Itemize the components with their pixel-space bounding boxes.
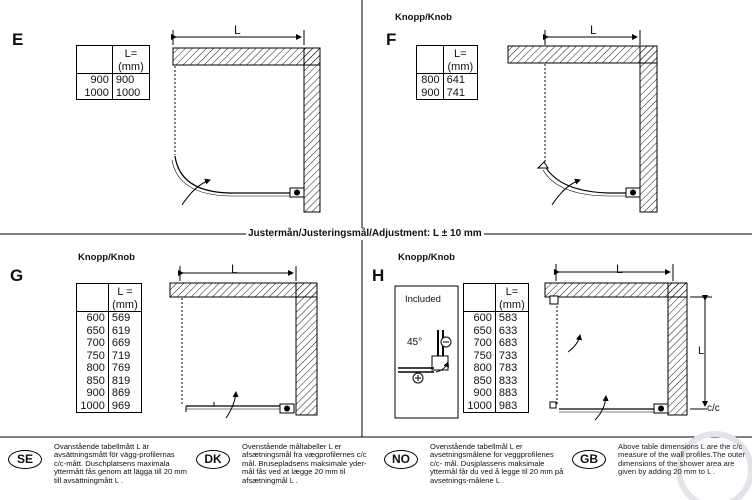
cell-l-value: 741: [443, 87, 477, 100]
cell-width: 1000: [80, 399, 105, 412]
table-row: [417, 74, 477, 87]
table-header-blank: [77, 284, 108, 312]
lang-text-dk: Ovenstående måltabeller L er afsætningsmål fra vægprofilernes c/c mål. Brusepladsens maksimale yder- mål fås ved at lægge 20 mm til afsætningmål L .: [242, 442, 367, 485]
cell-width: 1000: [467, 399, 492, 412]
table-row: [417, 87, 477, 100]
lang-text-gb: Above table dimensions L are the c/c measure of the wall profiles.The outer dimensions of the shower area are given by adding 20 mm to L .: [618, 442, 746, 477]
cell-width: 650: [86, 324, 105, 337]
dimension-table-g: [77, 284, 141, 412]
cell-width: 900: [421, 86, 440, 99]
panel-letter-e: E: [12, 30, 24, 49]
lang-badge-dk: DK: [196, 450, 230, 469]
cell-width: 850: [473, 374, 492, 387]
panel-letter-f: F: [386, 30, 397, 49]
table-row: [464, 387, 528, 400]
cell-l-value: 683: [495, 337, 528, 350]
cell-width: 750: [86, 349, 105, 362]
knob-label-g: Knopp/Knob: [78, 252, 135, 263]
included-detail: [395, 286, 458, 418]
cell-l-value: 719: [108, 350, 141, 363]
dim-label-h: L: [616, 262, 623, 276]
table-header-l: L= (mm): [495, 284, 528, 312]
cell-l-value: 641: [443, 74, 477, 87]
cell-width: 750: [473, 349, 492, 362]
table-row: [77, 387, 141, 400]
table-row: [464, 312, 528, 325]
lang-text-no: Ovenstående tabellmål L er avsetningsmålene for veggprofilenes c/c- mål. Dusjplassens maksimale yttermål får du ved å legge til 20 mm på avsetnings-målene L .: [430, 442, 564, 485]
table-row: [464, 325, 528, 338]
dim-label-e: L: [234, 23, 241, 37]
cell-l-value: 583: [495, 312, 528, 325]
table-header-l: L = (mm): [108, 284, 141, 312]
table-row: [77, 87, 149, 100]
cell-l-value: 569: [108, 312, 141, 325]
table-row: [77, 400, 141, 413]
cell-l-value: 883: [495, 387, 528, 400]
table-row: [464, 400, 528, 413]
wall-top-e: [173, 48, 320, 65]
table-row: [77, 375, 141, 388]
cell-width: 800: [421, 74, 440, 86]
panel-g-drawing: [170, 266, 317, 418]
cell-width: 700: [86, 337, 105, 349]
lang-badge-se: SE: [8, 450, 42, 469]
cell-l-value: 1000: [112, 87, 149, 100]
cell-width: 700: [473, 337, 492, 349]
cell-width: 900: [90, 74, 109, 86]
cell-width: 600: [473, 312, 492, 324]
table-row: [77, 350, 141, 363]
table-e: [76, 45, 150, 100]
wall-right-f: [640, 46, 657, 212]
table-header-l: L= (mm): [443, 46, 477, 74]
cell-width: 600: [86, 312, 105, 324]
cell-l-value: 983: [495, 400, 528, 413]
lang-badge-no: NO: [384, 450, 418, 469]
table-row: [77, 74, 149, 87]
cell-width: 900: [473, 387, 492, 399]
table-row: [77, 362, 141, 375]
adjustment-label: Justermån/Justeringsmål/Adjustment: L ± 10 mm: [248, 228, 482, 239]
panel-f-drawing: [508, 30, 657, 212]
wall-top-h: [545, 283, 687, 297]
dim-label-g: L: [231, 262, 238, 276]
cell-l-value: 969: [108, 400, 141, 413]
table-row: [464, 350, 528, 363]
dimension-table-f: [417, 46, 477, 99]
angle-label: 45°: [407, 337, 423, 348]
cell-l-value: 819: [108, 375, 141, 388]
table-header-blank: [417, 46, 443, 74]
table-header-l: L= (mm): [112, 46, 149, 74]
table-row: [464, 337, 528, 350]
cell-l-value: 669: [108, 337, 141, 350]
dimension-table-h: [464, 284, 528, 412]
panel-h-drawing: [545, 264, 712, 420]
cell-l-value: 833: [495, 375, 528, 388]
cell-width: 850: [86, 374, 105, 387]
door-arc-f: [545, 166, 628, 193]
table-row: [77, 337, 141, 350]
cell-l-value: 900: [112, 74, 149, 87]
cell-width: 800: [86, 362, 105, 374]
table-header-blank: [464, 284, 495, 312]
lang-text-se: Ovanstående tabellmått L är avsättningsmått för vägg-profilernas c/c-mått. Duschplatsens maximala yttermått fås genom att lägga till 20 mm till avsättningmått L .: [54, 442, 187, 485]
table-header-blank: [77, 46, 112, 74]
cell-l-value: 769: [108, 362, 141, 375]
table-f: [416, 45, 478, 100]
table-row: [77, 325, 141, 338]
side-label-h: L: [698, 345, 705, 357]
dimension-table-e: [77, 46, 149, 99]
cell-width: 1000: [84, 86, 109, 99]
table-row: [77, 312, 141, 325]
wall-right-e: [304, 48, 320, 212]
knob-label-h: Knopp/Knob: [398, 252, 455, 263]
table-row: [464, 362, 528, 375]
panel-letter-h: H: [372, 266, 385, 285]
cell-width: 800: [473, 362, 492, 374]
cell-l-value: 733: [495, 350, 528, 363]
wall-right-h: [668, 283, 687, 415]
panel-letter-g: G: [10, 266, 24, 285]
cell-l-value: 869: [108, 387, 141, 400]
panel-e-drawing: [172, 30, 320, 212]
wall-top-f: [508, 46, 657, 63]
table-h: [463, 283, 529, 413]
cc-label-h: c/c: [707, 403, 720, 414]
table-row: [464, 375, 528, 388]
cell-l-value: 633: [495, 325, 528, 338]
included-label: Included: [405, 294, 441, 305]
cell-width: 650: [473, 324, 492, 337]
wall-top-g: [170, 283, 317, 297]
knob-label-f: Knopp/Knob: [395, 12, 452, 23]
dim-label-f: L: [590, 23, 597, 37]
wall-right-g: [296, 283, 317, 415]
cell-width: 900: [86, 387, 105, 399]
cell-l-value: 783: [495, 362, 528, 375]
lang-badge-gb: GB: [572, 450, 606, 469]
table-g: [76, 283, 142, 413]
door-arc-e: [175, 156, 292, 193]
cell-l-value: 619: [108, 325, 141, 338]
